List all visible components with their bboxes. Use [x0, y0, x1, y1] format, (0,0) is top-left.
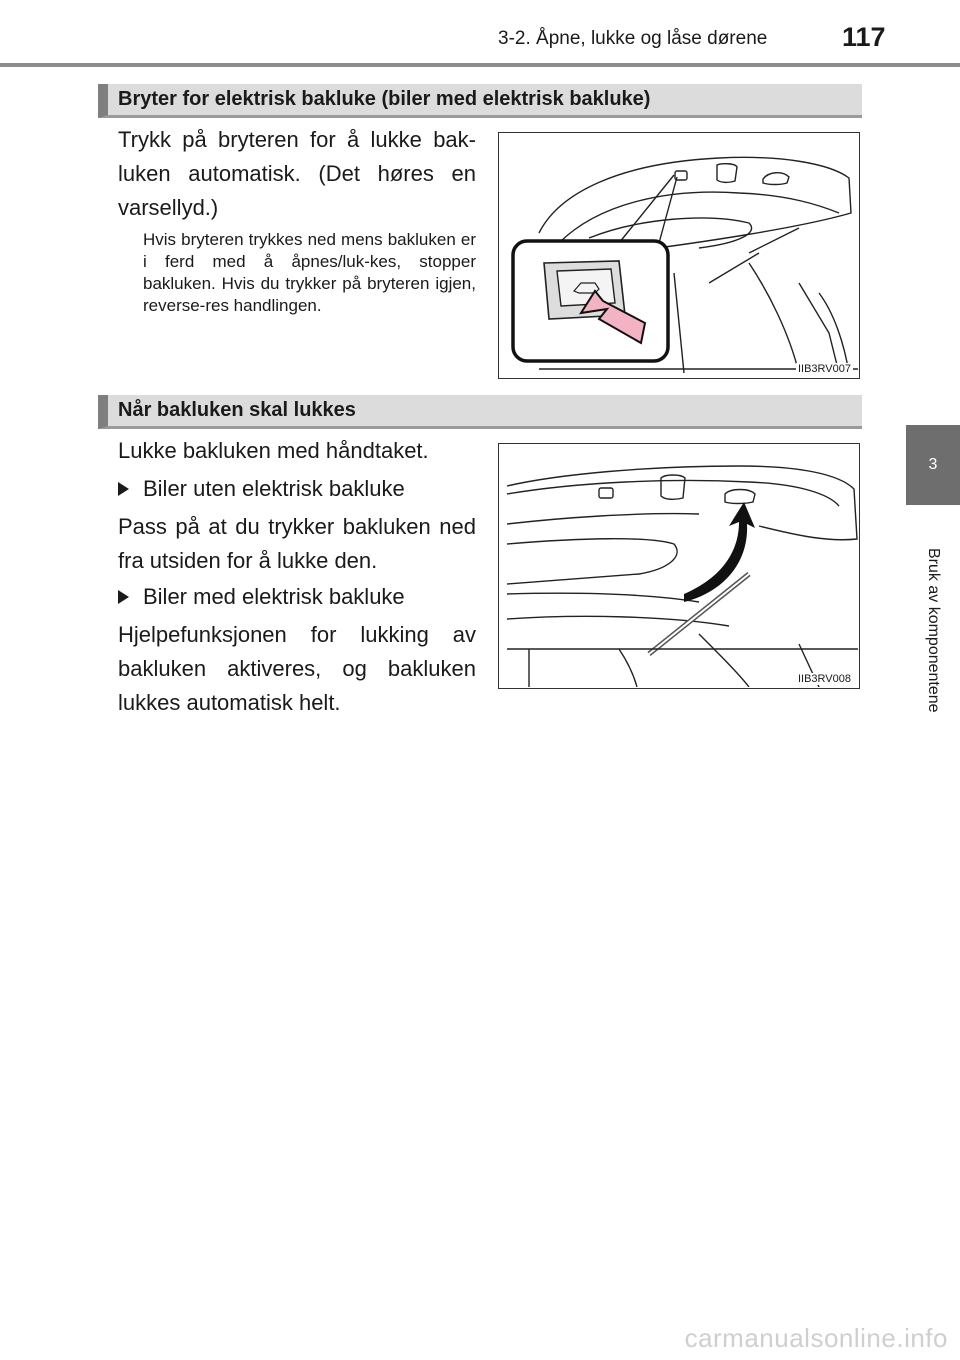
section-heading-closing: Når bakluken skal lukkes — [98, 395, 862, 429]
chapter-title: 3-2. Åpne, lukke og låse dørene — [498, 28, 768, 49]
chapter-tab — [906, 425, 960, 505]
bullet-without-power-text: Pass på at du trykker bakluken ned fra utsiden for å lukke den. — [118, 514, 476, 573]
figure-code-1: IIB3RV007 — [797, 363, 851, 375]
bullet-triangle-icon — [118, 482, 129, 496]
figure-power-switch-illustration — [499, 133, 858, 377]
figure-code-2: IIB3RV008 — [797, 673, 851, 685]
page-number: 117 — [842, 22, 886, 52]
section2-paragraph: Lukke bakluken med håndtaket. — [118, 438, 429, 463]
chapter-tab-label — [906, 505, 960, 755]
watermark: carmanualsonline.info — [684, 1323, 948, 1353]
bullet-with-power — [118, 580, 476, 614]
bullet-with-power-label: Biler med elektrisk bakluke — [143, 584, 405, 609]
header-divider — [0, 63, 960, 67]
figure-power-switch — [498, 132, 860, 379]
figure-closing-handle — [498, 443, 860, 689]
bullet-triangle-icon — [118, 590, 129, 604]
section-heading-power-switch: Bryter for elektrisk bakluke (biler med elektrisk bakluke) — [98, 84, 862, 118]
section1-paragraph: Trykk på bryteren for å lukke bak-luken automatisk. (Det høres en varsellyd.) — [118, 127, 476, 220]
bullet-without-power-label: Biler uten elektrisk bakluke — [143, 476, 405, 501]
chapter-tab-number: 3 — [928, 456, 938, 473]
figure-closing-handle-illustration — [499, 444, 858, 687]
bullet-without-power — [118, 472, 476, 506]
section1-note: Hvis bryteren trykkes ned mens bakluken er i ferd med å åpnes/luk-kes, stopper bakluken. Hvis du trykker på bryteren igjen, reverse-res handlingen. — [143, 230, 476, 315]
chapter-tab-label-text: Bruk av komponentene — [925, 547, 942, 713]
bullet-with-power-text: Hjelpefunksjonen for lukking av bakluken aktiveres, og bakluken lukkes automatisk helt. — [118, 622, 476, 715]
